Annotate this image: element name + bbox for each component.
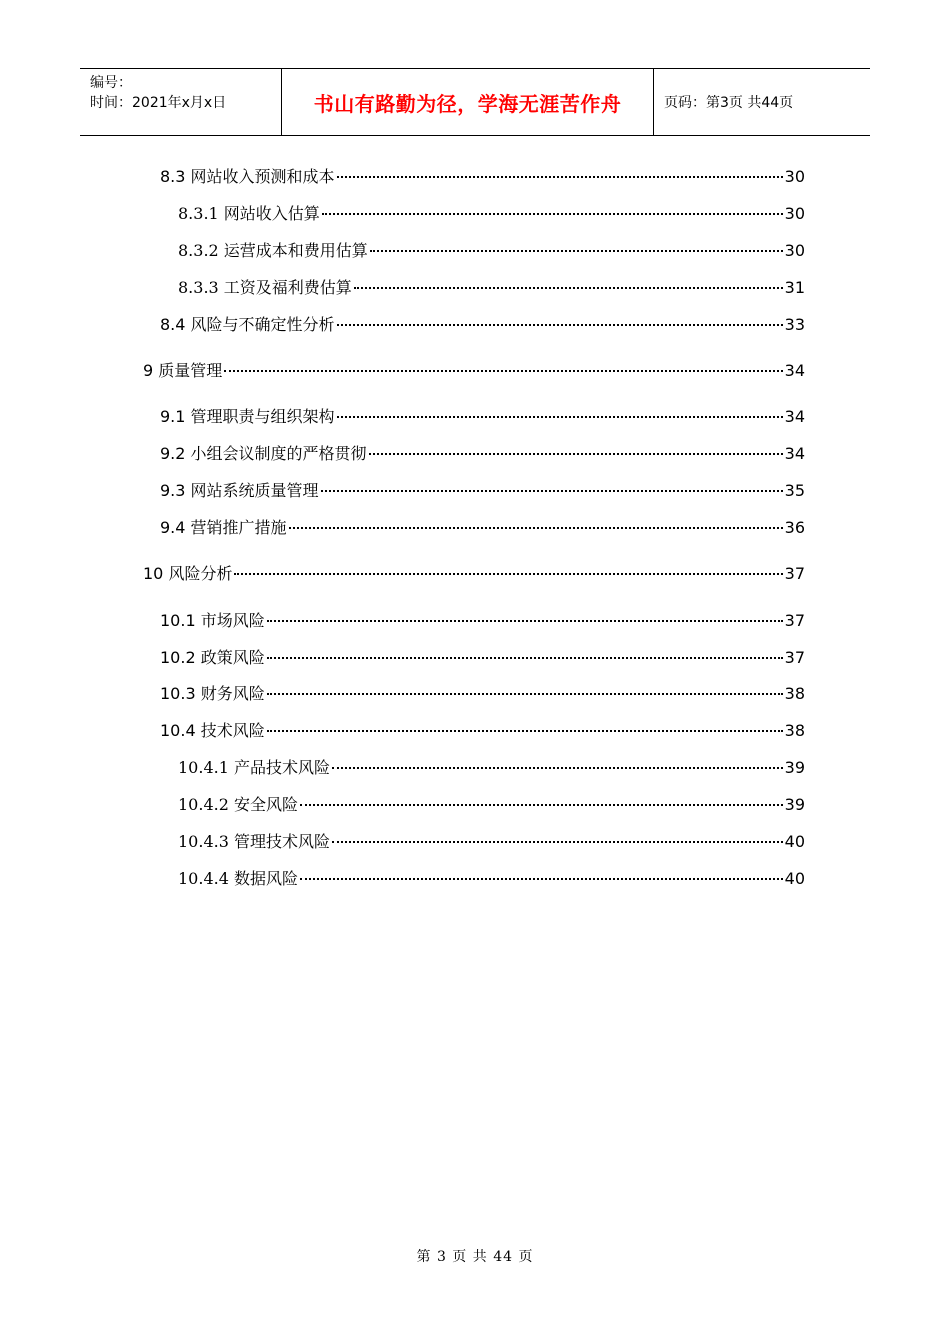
toc-leader-dots: [337, 160, 783, 182]
page-footer: 第 3 页 共 44 页: [416, 1249, 534, 1265]
toc-entry-title: 10.4.1 产品技术风险: [178, 758, 330, 777]
toc-leader-dots: [267, 641, 783, 663]
toc-leader-dots: [321, 474, 783, 496]
toc-entry[interactable]: [160, 604, 805, 630]
toc-entry-page: 37: [784, 611, 805, 630]
toc-entry[interactable]: [160, 511, 805, 537]
toc-entry-title: 10.1 市场风险: [160, 611, 265, 630]
header-meta: [80, 69, 282, 135]
toc-entry[interactable]: [178, 751, 805, 777]
toc-leader-dots: [289, 511, 783, 533]
toc-entry[interactable]: [178, 825, 805, 851]
toc-entry[interactable]: [160, 308, 805, 334]
toc-entry[interactable]: [160, 714, 805, 740]
toc-entry-page: 38: [784, 684, 805, 703]
toc-entry-page: 30: [784, 241, 805, 260]
toc-leader-dots: [300, 862, 783, 884]
toc-entry-title: 8.3.2 运营成本和费用估算: [178, 241, 368, 260]
toc-entry-title: 9.4 营销推广措施: [160, 518, 287, 537]
toc-leader-dots: [369, 437, 783, 459]
toc-entry-title: 9 质量管理: [143, 361, 223, 380]
header-motto: 书山有路勤为径，学海无涯苦作舟: [282, 69, 654, 135]
header-date-label: 时间：2021年x月x日: [90, 95, 227, 111]
toc-entry-page: 33: [784, 315, 805, 334]
toc-entry-title: 10.4.3 管理技术风险: [178, 832, 330, 851]
toc-entry-page: 30: [784, 167, 805, 186]
toc-entry-page: 37: [784, 564, 805, 583]
toc-entry-page: 34: [784, 361, 805, 380]
toc-entry[interactable]: [160, 474, 805, 500]
toc-entry-page: 40: [784, 869, 805, 888]
toc-entry[interactable]: [160, 677, 805, 703]
toc-entry-title: 8.3 网站收入预测和成本: [160, 167, 335, 186]
toc-entry[interactable]: [160, 400, 805, 426]
toc-entry-title: 8.3.3 工资及福利费估算: [178, 278, 352, 297]
toc-entry-page: 35: [784, 481, 805, 500]
toc-entry-title: 10.4.4 数据风险: [178, 869, 298, 888]
toc-entry-page: 37: [784, 648, 805, 667]
header-page-info: 页码：第3页 共44页: [664, 95, 794, 111]
header-number-label: 编号：: [90, 75, 132, 91]
toc-entry-title: 10.3 财务风险: [160, 684, 265, 703]
toc-entry[interactable]: [160, 160, 805, 186]
toc-entry[interactable]: [178, 788, 805, 814]
toc-entry-page: 31: [784, 278, 805, 297]
toc-entry[interactable]: [178, 234, 805, 260]
toc-leader-dots: [337, 308, 783, 330]
toc-leader-dots: [267, 714, 783, 736]
toc-entry[interactable]: [143, 354, 805, 380]
toc-leader-dots: [332, 751, 783, 773]
toc-entry-title: 9.1 管理职责与组织架构: [160, 407, 335, 426]
toc-entry[interactable]: [160, 641, 805, 667]
toc-entry[interactable]: [160, 437, 805, 463]
toc-entry-page: 30: [784, 204, 805, 223]
toc-leader-dots: [224, 354, 782, 376]
page-header: [80, 68, 870, 136]
toc-leader-dots: [234, 557, 782, 579]
toc-entry-page: 38: [784, 721, 805, 740]
toc-entry-title: 9.3 网站系统质量管理: [160, 481, 319, 500]
toc-leader-dots: [267, 677, 783, 699]
toc-entry-page: 39: [784, 758, 805, 777]
toc-leader-dots: [337, 400, 783, 422]
toc-entry-title: 8.3.1 网站收入估算: [178, 204, 320, 223]
toc-entry-title: 9.2 小组会议制度的严格贯彻: [160, 444, 367, 463]
toc-entry-page: 39: [784, 795, 805, 814]
toc-entry-title: 8.4 风险与不确定性分析: [160, 315, 335, 334]
toc-entry-page: 34: [784, 407, 805, 426]
toc-leader-dots: [300, 788, 783, 810]
toc-leader-dots: [267, 604, 783, 626]
toc-entry[interactable]: [178, 271, 805, 297]
toc-entry-title: 10.4.2 安全风险: [178, 795, 298, 814]
toc-entry-page: 40: [784, 832, 805, 851]
toc-leader-dots: [322, 197, 783, 219]
toc-entry[interactable]: [143, 557, 805, 583]
toc-entry-title: 10.4 技术风险: [160, 721, 265, 740]
toc-entry-title: 10 风险分析: [143, 564, 233, 583]
toc-leader-dots: [332, 825, 783, 847]
toc-entry[interactable]: [178, 862, 805, 888]
toc-leader-dots: [370, 234, 783, 256]
toc-entry-title: 10.2 政策风险: [160, 648, 265, 667]
toc-entry[interactable]: [178, 197, 805, 223]
toc-entry-page: 34: [784, 444, 805, 463]
toc-leader-dots: [354, 271, 783, 293]
toc-entry-page: 36: [784, 518, 805, 537]
